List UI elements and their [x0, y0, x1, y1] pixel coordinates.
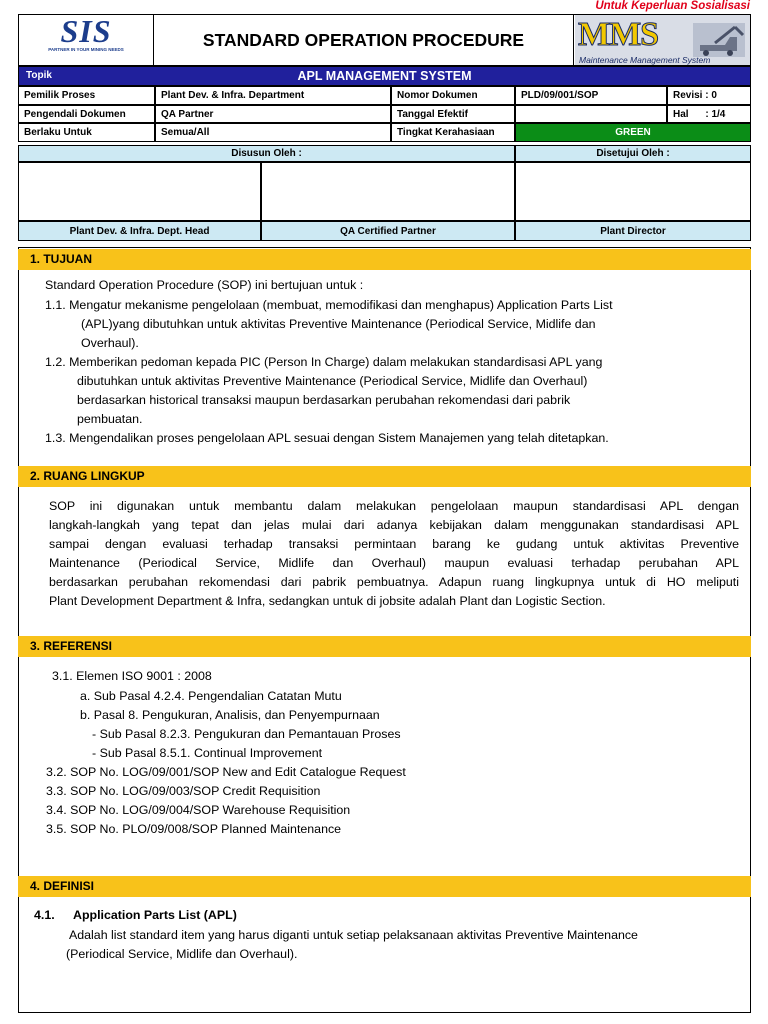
revisi: Revisi : 0: [667, 86, 751, 105]
socialization-note: Untuk Keperluan Sosialisasi: [595, 0, 750, 12]
ruang-lingkup-line: SOP ini digunakan untuk membantu dalam melakukan pengelolaan maupun standardisasi APL dengan: [49, 499, 739, 513]
section-3-title: 3. REFERENSI: [30, 639, 113, 653]
mms-logo-subtitle: Maintenance Management System: [579, 55, 711, 65]
ruang-lingkup-line: Plant Development Department & Infra, sedangkan untuk di jobsite adalah Plant dan Logistic Section.: [49, 594, 606, 608]
pengendali-value: QA Partner: [155, 105, 391, 123]
ruang-lingkup-line: langkah-langkah yang tepat dan jelas mulai dari adanya kebijakan dalam menggunakan standardisasi APL: [49, 518, 739, 532]
referensi-subitem: a. Sub Pasal 4.2.4. Pengendalian Catatan Mutu: [80, 689, 342, 703]
ruang-lingkup-line: sampai dengan evaluasi terhadap transaksi permintaan barang ke gudang untuk aktivitas Preventive: [49, 537, 739, 551]
signer-2: QA Certified Partner: [261, 221, 515, 241]
tujuan-item-cont: (APL)yang dibutuhkan untuk aktivitas Preventive Maintenance (Periodical Service, Midlife dan: [81, 317, 596, 331]
tingkat-value: GREEN: [515, 123, 751, 142]
header-divider: [573, 14, 574, 66]
document-title: STANDARD OPERATION PROCEDURE: [202, 29, 525, 50]
disetujui-header: Disetujui Oleh :: [515, 145, 751, 162]
section-3-header: [18, 636, 751, 657]
pemilik-value: Plant Dev. & Infra. Department: [155, 86, 391, 105]
tanggal-label: Tanggal Efektif: [391, 105, 515, 123]
signature-box: [515, 162, 751, 221]
disusun-header: Disusun Oleh :: [18, 145, 515, 162]
section-2-header: [18, 466, 751, 487]
hal-value: : 1/4: [705, 109, 726, 120]
tanggal-value: [515, 105, 667, 123]
topic-label: Topik: [26, 70, 52, 81]
referensi-item: 3.3. SOP No. LOG/09/003/SOP Credit Requisition: [46, 784, 321, 798]
tujuan-intro: Standard Operation Procedure (SOP) ini bertujuan untuk :: [45, 278, 364, 292]
signer-1: Plant Dev. & Infra. Dept. Head: [18, 221, 261, 241]
nomor-label: Nomor Dokumen: [391, 86, 515, 105]
referensi-subitem: b. Pasal 8. Pengukuran, Analisis, dan Penyempurnaan: [80, 708, 380, 722]
tujuan-item-cont: Overhaul).: [81, 336, 139, 350]
referensi-item: 3.1. Elemen ISO 9001 : 2008: [52, 669, 212, 683]
tujuan-item-cont: dibutuhkan untuk aktivitas Preventive Maintenance (Periodical Service, Midlife dan Overhaul): [77, 374, 588, 388]
section-2-title: 2. RUANG LINGKUP: [30, 469, 145, 483]
berlaku-value: Semua/All: [155, 123, 391, 142]
referensi-subitem: - Sub Pasal 8.2.3. Pengukuran dan Pemantauan Proses: [92, 727, 401, 741]
definisi-number: 4.1.: [34, 908, 55, 922]
topic-value: APL MANAGEMENT SYSTEM: [297, 69, 472, 83]
section-1-header: [18, 249, 751, 270]
ruang-lingkup-line: Maintenance (Periodical Service, Midlife dan Overhaul) maupun evaluasi terhadap perubahan APL: [49, 556, 739, 570]
definisi-text: Adalah list standard item yang harus diganti untuk setiap pelaksanaan aktivitas Preventive Maintenance: [69, 928, 638, 942]
section-4-title: 4. DEFINISI: [30, 879, 95, 893]
sis-logo-text: SIS: [60, 13, 112, 49]
mms-logo-text: MMS: [578, 16, 659, 53]
mms-logo: [575, 15, 750, 65]
signer-3: Plant Director: [515, 221, 751, 241]
pengendali-label: Pengendali Dokumen: [18, 105, 155, 123]
sis-logo: [20, 15, 152, 65]
hal-label: Hal: [673, 109, 689, 120]
sis-logo-tagline: PARTNER IN YOUR MINING NEEDS: [48, 47, 124, 52]
tujuan-item-cont: berdasarkan historical transaksi maupun berdasarkan perubahan rekomendasi dari pabrik: [77, 393, 571, 407]
referensi-item: 3.2. SOP No. LOG/09/001/SOP New and Edit Catalogue Request: [46, 765, 406, 779]
berlaku-label: Berlaku Untuk: [18, 123, 155, 142]
hal-cell: [667, 105, 751, 123]
section-1-title: 1. TUJUAN: [30, 252, 93, 266]
definisi-text: (Periodical Service, Midlife dan Overhaul).: [66, 947, 298, 961]
section-4-header: [18, 876, 751, 897]
referensi-subitem: - Sub Pasal 8.5.1. Continual Improvement: [92, 746, 323, 760]
tujuan-item: 1.3. Mengendalikan proses pengelolaan APL sesuai dengan Sistem Manajemen yang telah ditetapkan.: [45, 431, 609, 445]
signature-box: [18, 162, 261, 221]
signature-box: [261, 162, 515, 221]
nomor-value: PLD/09/001/SOP: [515, 86, 667, 105]
referensi-item: 3.4. SOP No. LOG/09/004/SOP Warehouse Requisition: [46, 803, 351, 817]
ruang-lingkup-line: berdasarkan perubahan rekomendasi dari pabrik pembuatnya. Adapun ruang lingkupnya untuk di HO meliputi: [49, 575, 739, 589]
pemilik-label: Pemilik Proses: [18, 86, 155, 105]
tujuan-item: 1.1. Mengatur mekanisme pengelolaan (membuat, memodifikasi dan menghapus) Application Parts List: [45, 298, 613, 312]
referensi-item: 3.5. SOP No. PLO/09/008/SOP Planned Maintenance: [46, 822, 342, 836]
definisi-term: Application Parts List (APL): [73, 908, 237, 922]
tujuan-item-cont: pembuatan.: [77, 412, 143, 426]
tingkat-label: Tingkat Kerahasiaan: [391, 123, 515, 142]
tujuan-item: 1.2. Memberikan pedoman kepada PIC (Person In Charge) dalam melakukan standardisasi APL yang: [45, 355, 603, 369]
